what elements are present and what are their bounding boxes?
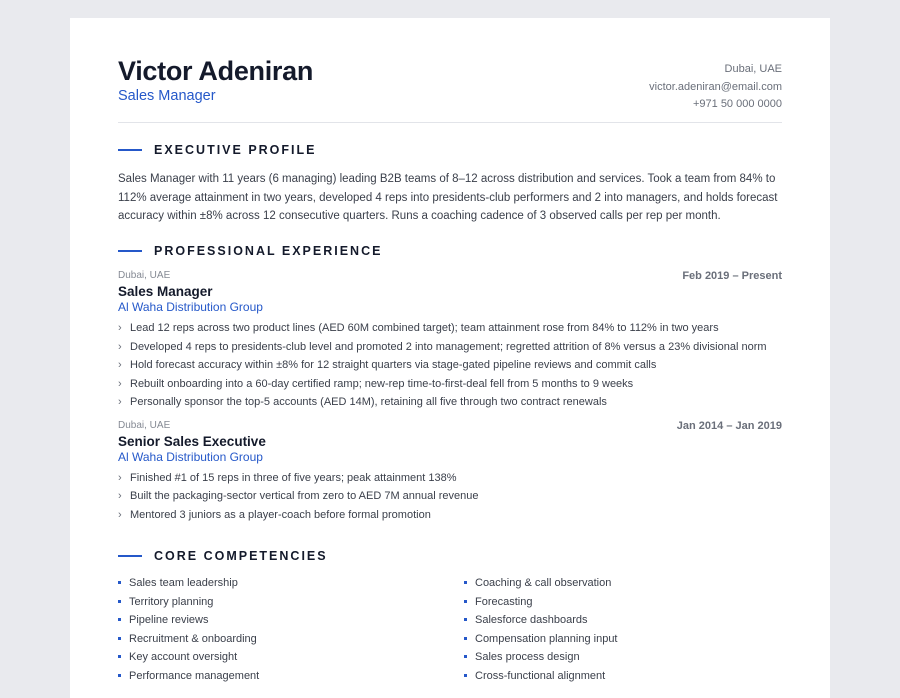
job-bullets xyxy=(118,319,782,412)
job-company: Al Waha Distribution Group xyxy=(118,449,263,464)
job-entry xyxy=(118,270,782,412)
bullet-square-icon xyxy=(118,581,121,584)
section-accent-line xyxy=(118,149,142,151)
job-bullet: › Finished #1 of 15 reps in three of five years; peak attainment 138% xyxy=(118,469,782,488)
job-bullet: › Mentored 3 juniors as a player-coach before formal promotion xyxy=(118,506,782,525)
bullet-square-icon xyxy=(464,600,467,603)
bullet-square-icon xyxy=(464,581,467,584)
competency-item: Sales process design xyxy=(464,648,782,667)
job-location: Dubai, UAE xyxy=(118,419,171,431)
chevron-right-icon: › xyxy=(118,322,122,334)
competency-grid xyxy=(118,574,782,685)
job-bullet: › Built the packaging-sector vertical from zero to AED 7M annual revenue xyxy=(118,487,782,506)
competency-item: Territory planning xyxy=(118,593,464,612)
chevron-right-icon: › xyxy=(118,359,122,371)
job-bullet: › Hold forecast accuracy within ±8% for 12 straight quarters via stage-gated pipeline reviews and commit calls xyxy=(118,356,782,375)
competency-item: Pipeline reviews xyxy=(118,611,464,630)
profile-section xyxy=(118,142,782,226)
job-dates: Jan 2014 – Jan 2019 xyxy=(676,419,782,432)
chevron-right-icon: › xyxy=(118,471,122,484)
competency-item: Coaching & call observation xyxy=(464,574,782,593)
section-heading: EXECUTIVE PROFILE xyxy=(154,143,317,157)
candidate-role: Sales Manager xyxy=(118,88,216,104)
competency-item: Cross-functional alignment xyxy=(464,667,782,686)
chevron-right-icon: › xyxy=(118,508,122,521)
section-heading: PROFESSIONAL EXPERIENCE xyxy=(154,244,383,258)
window-corner xyxy=(876,0,900,24)
bullet-square-icon xyxy=(464,637,467,640)
competency-item: Key account oversight xyxy=(118,648,464,667)
competency-item: Salesforce dashboards xyxy=(464,611,782,630)
resume-page xyxy=(70,18,830,698)
job-location: Dubai, UAE xyxy=(118,270,171,281)
bullet-square-icon xyxy=(464,655,467,658)
job-title: Senior Sales Executive xyxy=(118,433,266,449)
job-bullets xyxy=(118,469,782,525)
competency-item: Recruitment & onboarding xyxy=(118,630,464,649)
bullet-square-icon xyxy=(118,655,121,658)
chevron-right-icon: › xyxy=(118,340,122,353)
section-heading: CORE COMPETENCIES xyxy=(154,549,328,563)
profile-text: Sales Manager with 11 years (6 managing) leading B2B teams of 8–12 across distribution and services. Took a team from 84% to 112% average attainment in two years, developed 4 reps into presidents-club performers and 2 into managers, and holds forecast accuracy within ±8% across 12 consecutive quarters. Runs a coaching cadence of 3 observed calls per rep per month. xyxy=(118,173,778,222)
contact-email[interactable]: victor.adeniran@email.com xyxy=(649,80,782,93)
bullet-square-icon xyxy=(118,674,121,677)
bullet-square-icon xyxy=(464,674,467,677)
competency-item: Compensation planning input xyxy=(464,630,782,649)
chevron-right-icon: › xyxy=(118,490,122,502)
job-bullet: › Rebuilt onboarding into a 60-day certified ramp; new-rep time-to-first-deal fell from 5 months to 9 weeks xyxy=(118,375,782,394)
bullet-square-icon xyxy=(118,637,121,640)
section-accent-line xyxy=(118,250,142,252)
chevron-right-icon: › xyxy=(118,377,122,390)
job-bullet: › Personally sponsor the top-5 accounts (AED 14M), retaining all five through two contract renewals xyxy=(118,393,782,412)
bullet-square-icon xyxy=(118,600,121,603)
bullet-square-icon xyxy=(464,618,467,621)
experience-section xyxy=(118,243,782,524)
header-divider xyxy=(118,122,782,123)
candidate-name: Victor Adeniran xyxy=(118,56,314,86)
job-bullet: › Developed 4 reps to presidents-club level and promoted 2 into management; regretted attrition of 8% versus a 23% divisional norm xyxy=(118,338,782,357)
contact-phone[interactable]: +971 50 000 0000 xyxy=(692,98,782,110)
competency-item: Sales team leadership xyxy=(118,574,464,593)
bullet-square-icon xyxy=(118,618,121,621)
job-entry xyxy=(118,420,782,525)
competency-item: Performance management xyxy=(118,667,464,686)
competency-item: Forecasting xyxy=(464,593,782,612)
job-title: Sales Manager xyxy=(118,284,213,299)
job-dates: Feb 2019 – Present xyxy=(682,270,782,282)
job-company: Al Waha Distribution Group xyxy=(118,300,263,314)
chevron-right-icon: › xyxy=(118,396,122,408)
competencies-section xyxy=(118,548,782,685)
contact-block xyxy=(649,61,782,114)
job-bullet: › Lead 12 reps across two product lines (AED 60M combined target); team attainment rose from 84% to 112% in two years xyxy=(118,319,782,338)
section-accent-line xyxy=(118,555,142,557)
contact-location: Dubai, UAE xyxy=(724,63,782,75)
